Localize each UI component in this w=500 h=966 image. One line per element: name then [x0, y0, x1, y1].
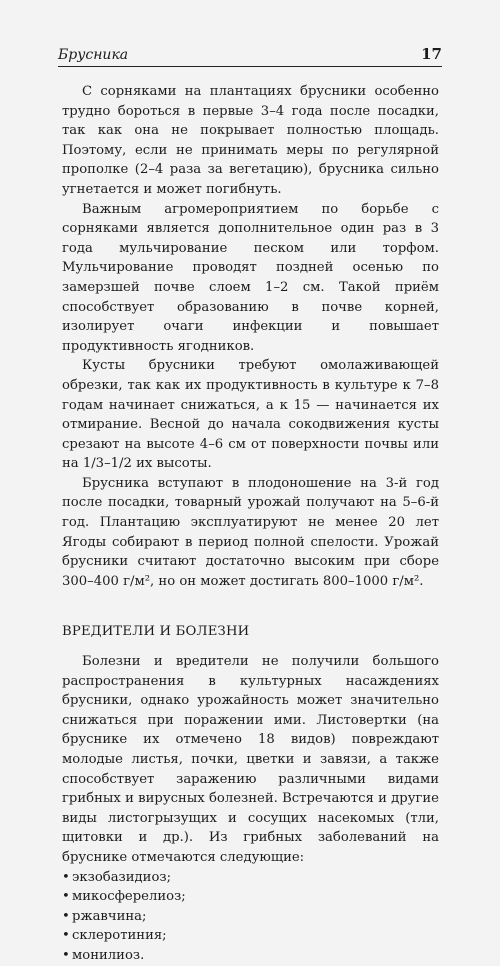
- running-title: Брусника: [58, 47, 129, 63]
- paragraph-harvest: Брусника вступают в плодоношение на 3-й год после посадки, товарный урожай получают на 5–6-й год. Плантацию эксплуатируют не менее 20 лет Ягоды собирают в период полной спелости. Урожай брусники считают достаточно высоким при сборе 300–400 г/м², но он может достигать 800–1000 г/м².: [62, 475, 439, 589]
- main-text: [62, 82, 439, 966]
- list-item: • экзобазидиоз;: [62, 868, 439, 888]
- list-item: • микосферелиоз;: [62, 887, 439, 907]
- section-heading: ВРЕДИТЕЛИ И БОЛЕЗНИ: [62, 624, 250, 640]
- list-item: • ржавчина;: [62, 907, 439, 927]
- list-item: • монилиоз.: [62, 946, 439, 966]
- bullet-icon: •: [62, 908, 70, 924]
- running-header: [58, 44, 442, 67]
- paragraph-pests: Болезни и вредители не получили большого распространения в культурных насаждениях брусники, однако урожайность может значительно снижаться при поражении ими. Листовертки (на бруснике их отмечено 18 видов) повреждают молодые листья, почки, цветки и завязи, а также способствует заражению различными видами грибных и вирусных болезней. Встречаются и другие виды листогрызущих и сосущих насекомых (тли, щитовки и др.). Из грибных заболеваний на бруснике отмечаются следующие:: [62, 654, 439, 865]
- bullet-icon: •: [62, 928, 70, 944]
- bullet-icon: •: [62, 889, 70, 905]
- paragraph-weeds: С сорняками на плантациях брусники особенно трудно бороться в первые 3–4 года после посадки, так как она не покрывает полностью площадь. Поэтому, если не принимать меры по регулярной прополке (2–4 раза за вегетацию), брусника сильно угнетается и может погибнуть.: [62, 84, 439, 197]
- page-number: 17: [421, 45, 442, 63]
- list-item: • склеротиния;: [62, 926, 439, 946]
- paragraph-pruning: Кусты брусники требуют омолаживающей обрезки, так как их продуктивность в культуре к 7–8 годам начинает снижаться, а к 15 — начинается их отмирание. Весной до начала сокодвижения кусты срезают на высоте 4–6 см от поверхности почвы или на 1/3–1/2 их высоты.: [62, 358, 439, 472]
- bullet-icon: •: [62, 947, 70, 963]
- bullet-icon: •: [62, 869, 70, 885]
- disease-list: [62, 868, 439, 966]
- paragraph-mulching: Важным агромероприятием по борьбе с сорняками является дополнительное один раз в 3 года мульчирование песком или торфом. Мульчирование проводят поздней осенью по замерзшей почве слоем 1–2 см. Такой приём способствует образованию в почве корней, изолирует очаги инфекции и повышает продуктивность ягодников.: [62, 201, 439, 354]
